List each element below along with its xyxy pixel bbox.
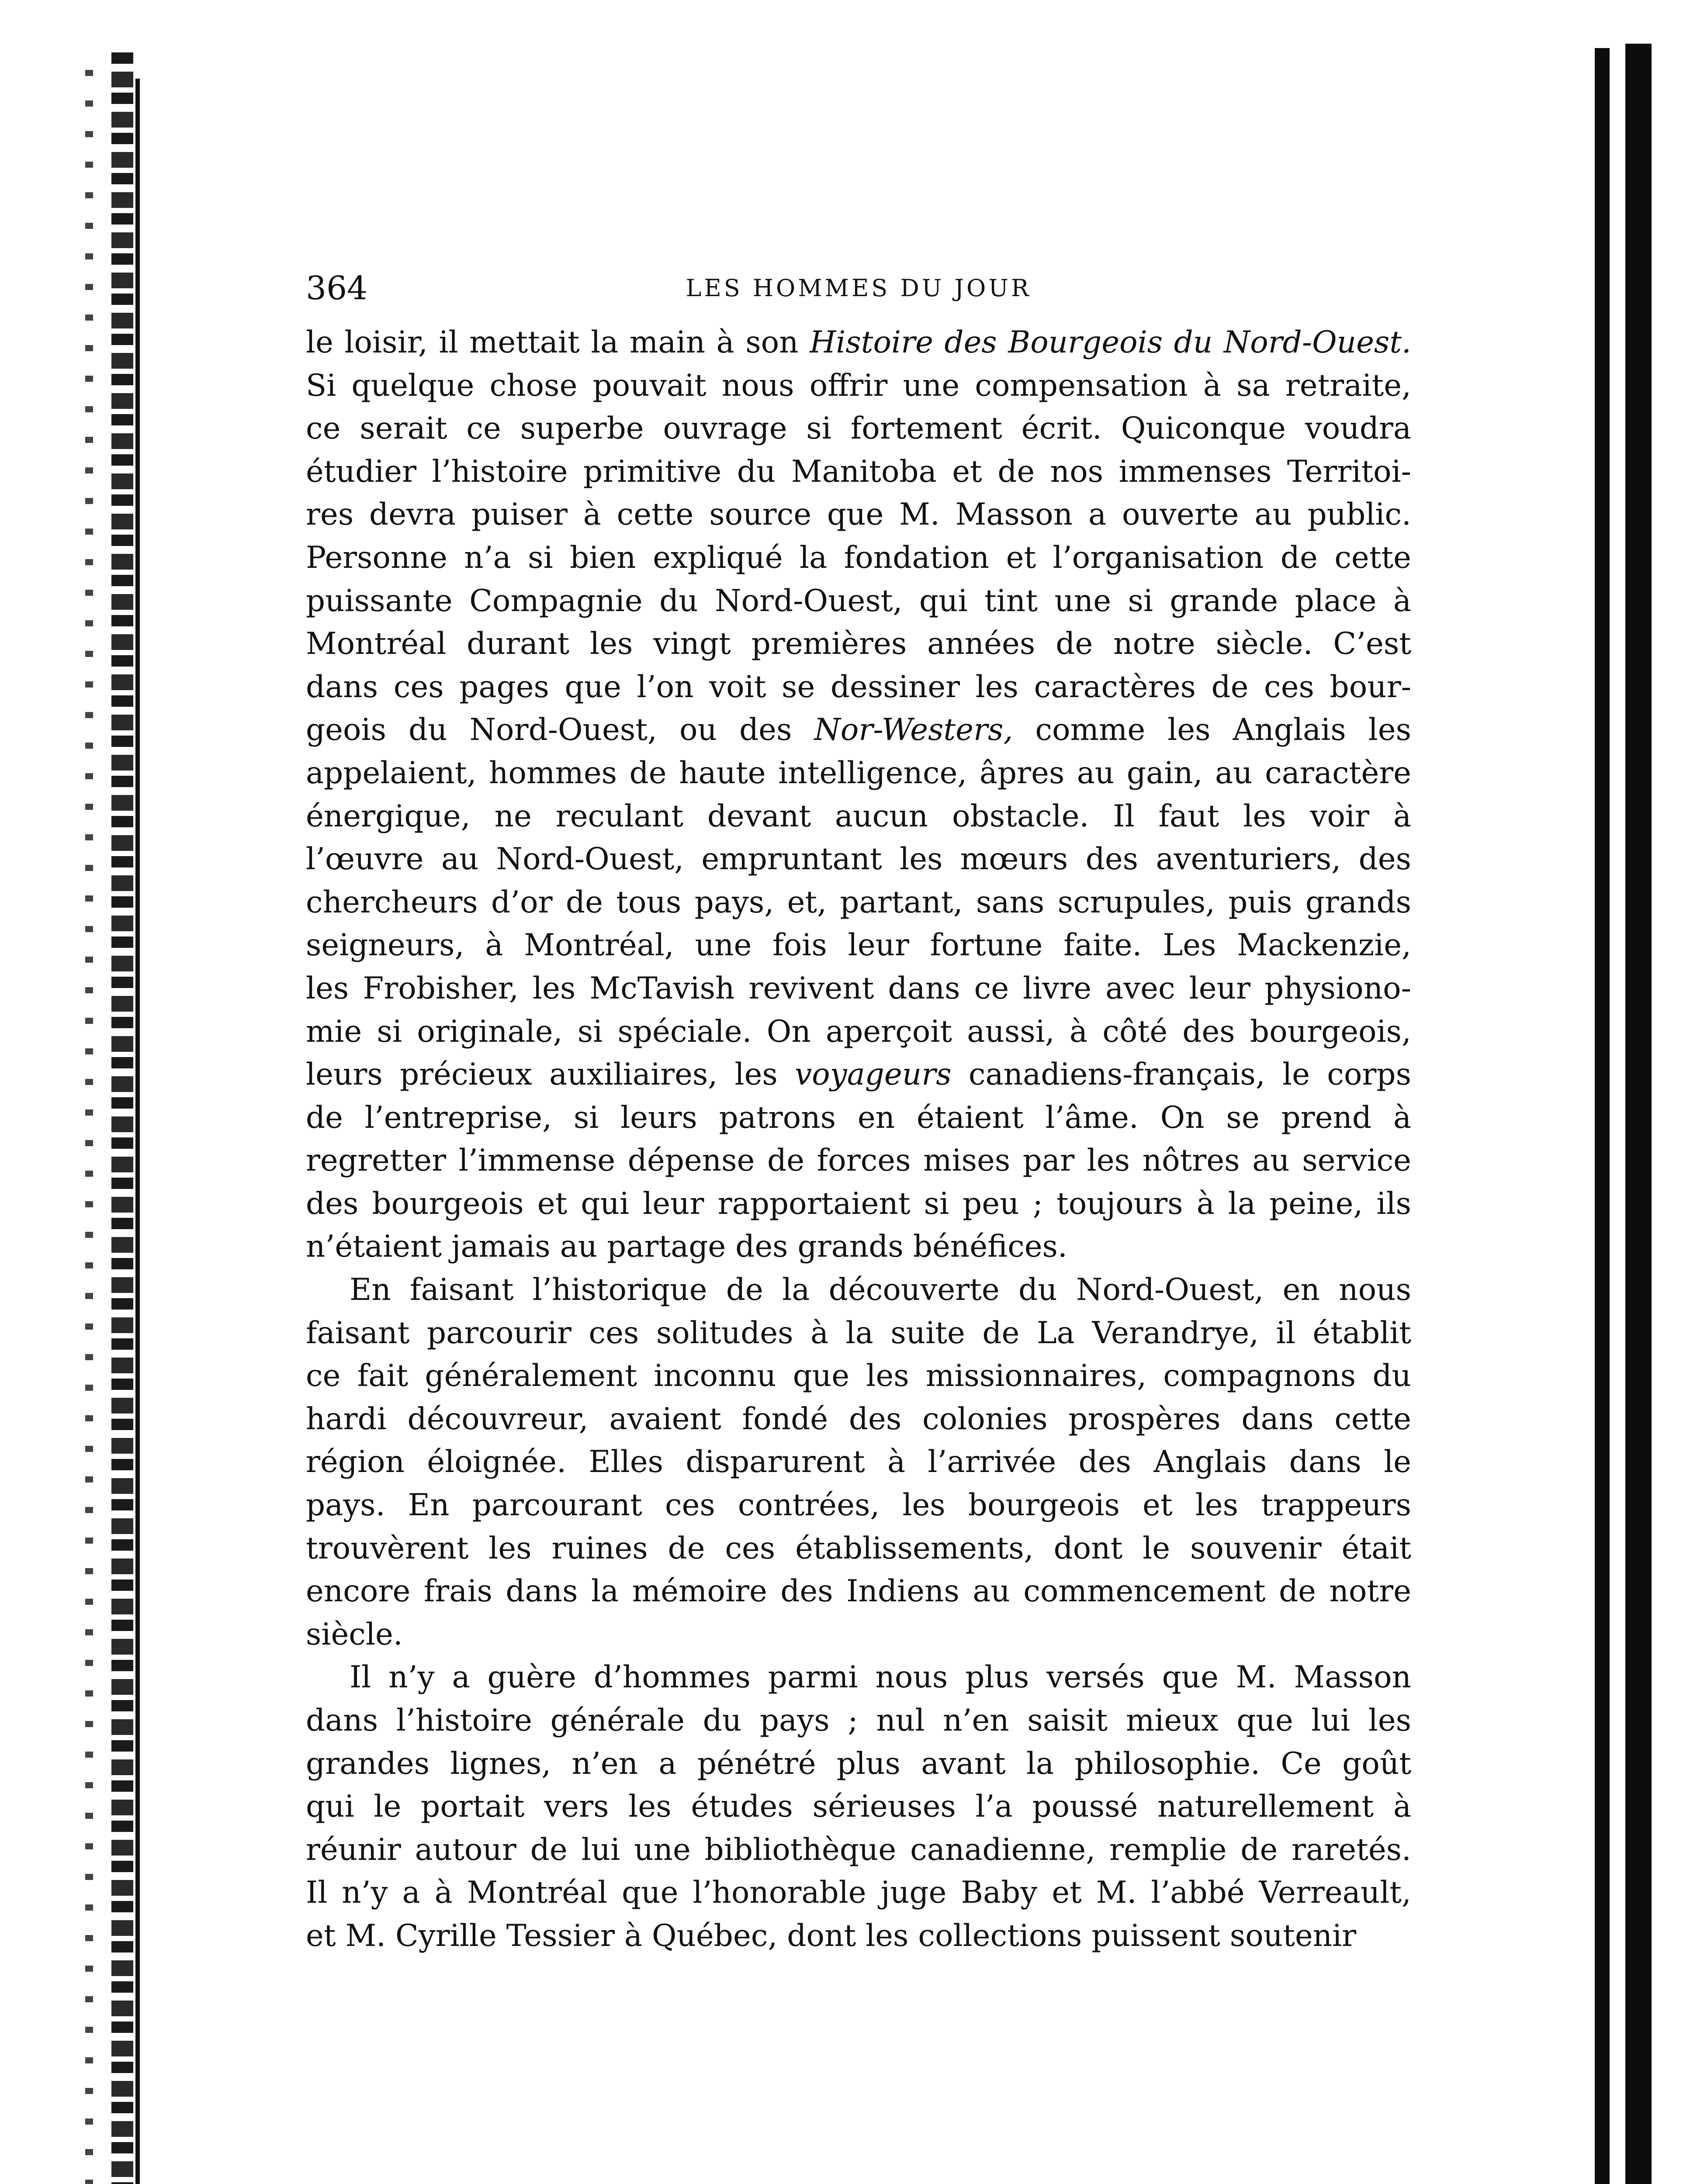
text-run: n’étaient jamais au partage des grands bénéfices. (306, 1229, 1067, 1265)
text-run: encore frais dans la mémoire des Indiens au commencement de notre (306, 1574, 1411, 1609)
text-line (306, 450, 1411, 494)
text-line (306, 1613, 1411, 1656)
text-run: Il n’y a à Montréal que l’honorable juge Baby et M. l’abbé Verreault, (306, 1875, 1411, 1911)
text-run: mie si originale, si spéciale. On aperçoit aussi, à côté des bourgeois, (306, 1014, 1411, 1049)
text-run: grandes lignes, n’en a pénétré plus avant la philosophie. Ce goût (306, 1746, 1411, 1781)
text-run: étudier l’histoire primitive du Manitoba et de nos immenses Territoi- (306, 454, 1411, 489)
right-edge-artifact (1595, 48, 1610, 2184)
italic-text: Nor-Westers, (814, 712, 1013, 748)
text-line (306, 1096, 1411, 1140)
text-line (306, 1527, 1411, 1570)
text-run: hardi découvreur, avaient fondé des colonies prospères dans cette (306, 1401, 1411, 1437)
text-run: des bourgeois et qui leur rapportaient si peu ; toujours à la peine, ils (306, 1186, 1411, 1221)
text-line (306, 536, 1411, 580)
paragraph (306, 1268, 1411, 1656)
text-run: leurs précieux auxiliaires, les (306, 1057, 795, 1092)
text-line (306, 1785, 1411, 1828)
italic-text: Histoire des Bourgeois du Nord-Ouest. (810, 325, 1411, 360)
text-run: région éloignée. Elles disparurent à l’arrivée des Anglais dans le (306, 1444, 1411, 1480)
running-head: LES HOMMES DU JOUR (686, 274, 1032, 302)
text-line (306, 1312, 1411, 1355)
text-line (306, 1441, 1411, 1484)
text-run: comme les Anglais les (1013, 712, 1411, 748)
text-line (306, 407, 1411, 450)
text-line (306, 1398, 1411, 1441)
paragraph (306, 1656, 1411, 1957)
text-run: seigneurs, à Montréal, une fois leur fortune faite. Les Mackenzie, (306, 928, 1411, 963)
text-line (306, 881, 1411, 924)
text-line (306, 795, 1411, 838)
text-run: l’œuvre au Nord-Ouest, empruntant les mœurs des aventuriers, des (306, 842, 1411, 877)
text-run: Montréal durant les vingt premières années de notre siècle. C’est (306, 626, 1411, 662)
text-run: Personne n’a si bien expliqué la fondation et l’organisation de cette (306, 540, 1411, 575)
text-line (306, 1225, 1411, 1268)
text-run: faisant parcourir ces solitudes à la suite de La Verandrye, il établit (306, 1315, 1411, 1351)
binding-edge-artifact (85, 70, 93, 2184)
text-line (306, 1656, 1411, 1699)
text-run: puissante Compagnie du Nord-Ouest, qui tint une si grande place à (306, 583, 1411, 619)
body-text (306, 321, 1411, 1958)
text-line (306, 622, 1411, 666)
text-line (306, 1570, 1411, 1613)
text-line (306, 967, 1411, 1010)
text-run: res devra puiser à cette source que M. Masson a ouverte au public. (306, 497, 1411, 532)
text-line (306, 364, 1411, 408)
text-line (306, 1699, 1411, 1742)
text-line (306, 1053, 1411, 1096)
text-run: ce serait ce superbe ouvrage si fortement écrit. Quiconque voudra (306, 411, 1411, 446)
page-number: 364 (306, 270, 368, 307)
text-run: et M. Cyrille Tessier à Québec, dont les collections puissent soutenir (306, 1918, 1357, 1953)
text-run: geois du Nord-Ouest, ou des (306, 712, 814, 748)
text-run: ce fait généralement inconnu que les missionnaires, compagnons du (306, 1358, 1411, 1394)
text-run: réunir autour de lui une bibliothèque canadienne, remplie de raretés. (306, 1832, 1411, 1867)
text-run: les Frobisher, les McTavish revivent dans ce livre avec leur physiono- (306, 971, 1411, 1006)
text-line (306, 1742, 1411, 1786)
left-margin-rule (135, 79, 140, 2184)
text-line (306, 924, 1411, 967)
text-line (306, 321, 1411, 364)
text-run: En faisant l’historique de la découverte du Nord-Ouest, en nous (350, 1272, 1411, 1308)
text-run: dans l’histoire générale du pays ; nul n’en saisit mieux que lui les (306, 1703, 1411, 1738)
text-line (306, 1355, 1411, 1398)
binding-strip-artifact (111, 52, 133, 2184)
paragraph (306, 321, 1411, 1268)
text-run: dans ces pages que l’on voit se dessiner les caractères de ces bour- (306, 669, 1411, 705)
text-line (306, 1871, 1411, 1914)
text-run: énergique, ne reculant devant aucun obstacle. Il faut les voir à (306, 798, 1411, 834)
text-line (306, 752, 1411, 795)
text-run: chercheurs d’or de tous pays, et, partant, sans scrupules, puis grands (306, 885, 1411, 920)
text-line (306, 1268, 1411, 1312)
text-line (306, 1010, 1411, 1054)
text-line (306, 1828, 1411, 1872)
text-line (306, 1139, 1411, 1182)
text-line (306, 1182, 1411, 1226)
text-line (306, 666, 1411, 709)
text-run: de l’entreprise, si leurs patrons en étaient l’âme. On se prend à (306, 1100, 1411, 1135)
text-run: Il n’y a guère d’hommes parmi nous plus versés que M. Masson (350, 1660, 1411, 1695)
text-line (306, 708, 1411, 752)
text-line (306, 1484, 1411, 1527)
text-line (306, 1914, 1411, 1958)
text-run: qui le portait vers les études sérieuses l’a poussé naturellement à (306, 1789, 1411, 1825)
text-line (306, 493, 1411, 536)
text-run: le loisir, il mettait la main à son (306, 325, 810, 360)
page-header (306, 262, 1411, 314)
text-run: regretter l’immense dépense de forces mises par les nôtres au service (306, 1143, 1411, 1178)
right-outer-edge-artifact (1625, 44, 1652, 2184)
text-run: trouvèrent les ruines de ces établissements, dont le souvenir était (306, 1531, 1411, 1566)
text-run: Si quelque chose pouvait nous offrir une compensation à sa retraite, (306, 368, 1411, 403)
text-line (306, 580, 1411, 623)
italic-text: voyageurs (795, 1057, 952, 1092)
text-run: appelaient, hommes de haute intelligence, âpres au gain, au caractère (306, 755, 1411, 791)
text-run: pays. En parcourant ces contrées, les bourgeois et les trappeurs (306, 1488, 1411, 1523)
text-run: canadiens-français, le corps (951, 1057, 1411, 1092)
text-run: siècle. (306, 1617, 403, 1652)
text-line (306, 838, 1411, 881)
